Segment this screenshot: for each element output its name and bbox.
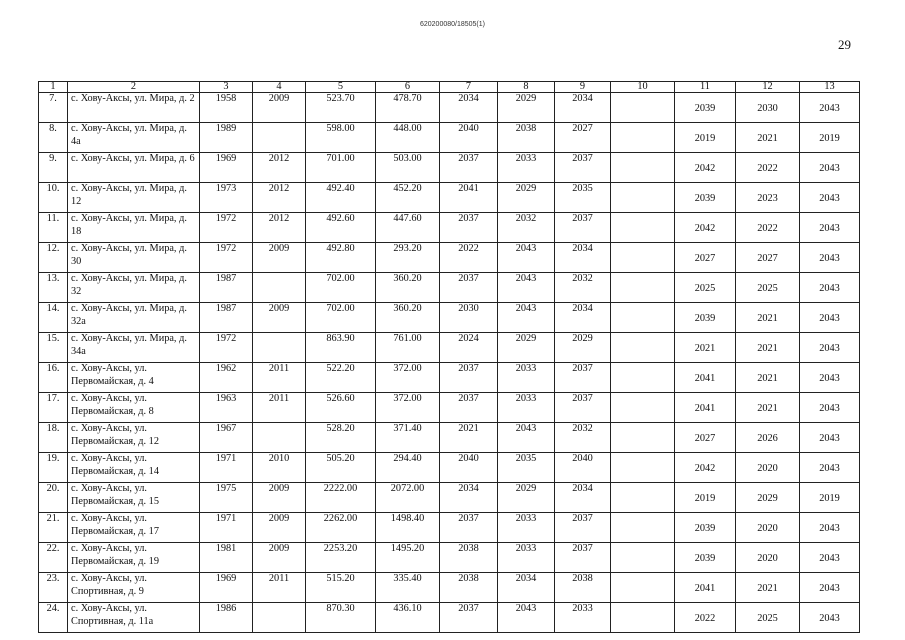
cell-col-8: 2033 [498,513,555,543]
cell-col-13: 2043 [800,393,860,423]
cell-address: с. Хову-Аксы, ул. Первомайская, д. 4 [68,363,200,393]
cell-total-area: 863.90 [306,333,376,363]
cell-build-year: 1981 [200,543,253,573]
cell-col-9: 2035 [555,183,611,213]
cell-col-11: 2022 [675,603,736,633]
cell-col-8: 2029 [498,333,555,363]
cell-col-13: 2043 [800,153,860,183]
cell-build-year: 1969 [200,153,253,183]
cell-address: с. Хову-Аксы, ул. Мира, д. 12 [68,183,200,213]
cell-col-7: 2040 [440,453,498,483]
cell-row-number: 24. [39,603,68,633]
column-header-1: 1 [39,82,68,93]
cell-renovation-year: 2009 [253,483,306,513]
cell-address: с. Хову-Аксы, ул. Мира, д. 32 [68,273,200,303]
cell-living-area: 294.40 [376,453,440,483]
cell-renovation-year: 2009 [253,303,306,333]
cell-build-year: 1963 [200,393,253,423]
cell-col-12: 2022 [736,213,800,243]
cell-address: с. Хову-Аксы, ул. Мира, д. 34а [68,333,200,363]
cell-total-area: 523.70 [306,93,376,123]
table-row [39,333,860,363]
column-header-9: 9 [555,82,611,93]
cell-renovation-year: 2012 [253,183,306,213]
cell-col-9: 2037 [555,393,611,423]
cell-col-9: 2032 [555,423,611,453]
cell-col-12: 2021 [736,333,800,363]
cell-col-10 [611,243,675,273]
cell-col-7: 2030 [440,303,498,333]
column-header-6: 6 [376,82,440,93]
cell-col-7: 2038 [440,573,498,603]
cell-col-7: 2034 [440,483,498,513]
cell-col-9: 2027 [555,123,611,153]
cell-col-8: 2029 [498,183,555,213]
cell-col-10 [611,513,675,543]
cell-col-12: 2027 [736,243,800,273]
housing-register-table [38,81,860,633]
cell-col-7: 2038 [440,543,498,573]
cell-address: с. Хову-Аксы, ул. Первомайская, д. 8 [68,393,200,423]
table-row [39,183,860,213]
cell-col-11: 2042 [675,213,736,243]
cell-col-8: 2029 [498,93,555,123]
cell-col-10 [611,183,675,213]
cell-col-12: 2023 [736,183,800,213]
cell-col-12: 2020 [736,513,800,543]
table-row [39,453,860,483]
cell-renovation-year [253,123,306,153]
cell-col-8: 2033 [498,393,555,423]
cell-living-area: 503.00 [376,153,440,183]
cell-col-7: 2034 [440,93,498,123]
cell-col-8: 2034 [498,573,555,603]
cell-col-11: 2021 [675,333,736,363]
cell-col-8: 2043 [498,423,555,453]
cell-col-10 [611,543,675,573]
cell-address: с. Хову-Аксы, ул. Мира, д. 4а [68,123,200,153]
cell-col-13: 2043 [800,213,860,243]
cell-total-area: 522.20 [306,363,376,393]
cell-living-area: 360.20 [376,273,440,303]
cell-build-year: 1962 [200,363,253,393]
cell-build-year: 1971 [200,453,253,483]
column-header-4: 4 [253,82,306,93]
cell-renovation-year: 2011 [253,393,306,423]
cell-col-12: 2026 [736,423,800,453]
cell-col-9: 2034 [555,483,611,513]
cell-col-13: 2043 [800,453,860,483]
cell-col-8: 2043 [498,603,555,633]
cell-col-13: 2043 [800,423,860,453]
cell-col-11: 2039 [675,183,736,213]
cell-total-area: 492.40 [306,183,376,213]
cell-col-13: 2019 [800,483,860,513]
cell-living-area: 371.40 [376,423,440,453]
table-row [39,363,860,393]
cell-row-number: 7. [39,93,68,123]
cell-col-13: 2043 [800,273,860,303]
cell-row-number: 19. [39,453,68,483]
cell-col-10 [611,363,675,393]
cell-row-number: 12. [39,243,68,273]
cell-total-area: 701.00 [306,153,376,183]
cell-row-number: 15. [39,333,68,363]
cell-col-7: 2021 [440,423,498,453]
cell-col-13: 2019 [800,123,860,153]
cell-build-year: 1971 [200,513,253,543]
cell-col-13: 2043 [800,573,860,603]
cell-row-number: 16. [39,363,68,393]
table-row [39,123,860,153]
cell-build-year: 1972 [200,333,253,363]
cell-address: с. Хову-Аксы, ул. Спортивная, д. 11а [68,603,200,633]
cell-col-11: 2027 [675,423,736,453]
cell-col-7: 2022 [440,243,498,273]
cell-col-13: 2043 [800,183,860,213]
cell-total-area: 702.00 [306,303,376,333]
table-row [39,243,860,273]
cell-address: с. Хову-Аксы, ул. Первомайская, д. 17 [68,513,200,543]
cell-row-number: 9. [39,153,68,183]
cell-col-12: 2021 [736,303,800,333]
cell-build-year: 1967 [200,423,253,453]
cell-col-10 [611,483,675,513]
cell-living-area: 372.00 [376,363,440,393]
cell-col-11: 2039 [675,513,736,543]
table-row [39,513,860,543]
cell-col-12: 2021 [736,363,800,393]
cell-build-year: 1972 [200,213,253,243]
cell-col-9: 2037 [555,153,611,183]
cell-col-13: 2043 [800,363,860,393]
cell-col-13: 2043 [800,333,860,363]
cell-row-number: 8. [39,123,68,153]
cell-build-year: 1987 [200,273,253,303]
cell-col-11: 2039 [675,93,736,123]
cell-address: с. Хову-Аксы, ул. Мира, д. 2 [68,93,200,123]
cell-col-7: 2024 [440,333,498,363]
column-header-10: 10 [611,82,675,93]
table-row [39,423,860,453]
cell-col-9: 2037 [555,513,611,543]
cell-address: с. Хову-Аксы, ул. Первомайская, д. 12 [68,423,200,453]
cell-col-11: 2039 [675,303,736,333]
cell-total-area: 870.30 [306,603,376,633]
cell-col-8: 2043 [498,303,555,333]
column-header-11: 11 [675,82,736,93]
cell-total-area: 702.00 [306,273,376,303]
page-number: 29 [838,37,851,52]
cell-living-area: 448.00 [376,123,440,153]
cell-living-area: 1498.40 [376,513,440,543]
cell-col-13: 2043 [800,603,860,633]
cell-build-year: 1958 [200,93,253,123]
cell-col-12: 2021 [736,123,800,153]
cell-col-10 [611,453,675,483]
cell-row-number: 20. [39,483,68,513]
cell-col-7: 2040 [440,123,498,153]
cell-living-area: 335.40 [376,573,440,603]
cell-build-year: 1989 [200,123,253,153]
table-row [39,273,860,303]
cell-col-13: 2043 [800,513,860,543]
cell-col-10 [611,333,675,363]
cell-col-8: 2038 [498,123,555,153]
cell-total-area: 2262.00 [306,513,376,543]
cell-col-10 [611,603,675,633]
cell-col-12: 2021 [736,393,800,423]
column-header-12: 12 [736,82,800,93]
cell-col-10 [611,93,675,123]
table-row [39,483,860,513]
cell-col-11: 2039 [675,543,736,573]
cell-col-9: 2037 [555,213,611,243]
cell-col-12: 2021 [736,573,800,603]
cell-col-9: 2034 [555,243,611,273]
cell-living-area: 293.20 [376,243,440,273]
cell-total-area: 515.20 [306,573,376,603]
cell-row-number: 18. [39,423,68,453]
cell-col-8: 2033 [498,153,555,183]
cell-build-year: 1987 [200,303,253,333]
table-row [39,603,860,633]
cell-total-area: 528.20 [306,423,376,453]
cell-living-area: 436.10 [376,603,440,633]
cell-col-8: 2043 [498,273,555,303]
cell-col-13: 2043 [800,303,860,333]
cell-col-11: 2042 [675,153,736,183]
cell-col-11: 2025 [675,273,736,303]
cell-col-7: 2041 [440,183,498,213]
column-header-7: 7 [440,82,498,93]
cell-col-9: 2029 [555,333,611,363]
cell-living-area: 1495.20 [376,543,440,573]
cell-col-8: 2033 [498,543,555,573]
cell-col-11: 2019 [675,123,736,153]
table-row [39,543,860,573]
table-row [39,573,860,603]
cell-address: с. Хову-Аксы, ул. Спортивная, д. 9 [68,573,200,603]
cell-address: с. Хову-Аксы, ул. Мира, д. 6 [68,153,200,183]
column-header-3: 3 [200,82,253,93]
table-header-row [39,82,860,93]
cell-build-year: 1973 [200,183,253,213]
cell-col-9: 2038 [555,573,611,603]
cell-col-9: 2037 [555,363,611,393]
cell-address: с. Хову-Аксы, ул. Мира, д. 30 [68,243,200,273]
cell-col-12: 2025 [736,603,800,633]
cell-renovation-year: 2010 [253,453,306,483]
cell-renovation-year: 2012 [253,153,306,183]
cell-col-11: 2042 [675,453,736,483]
cell-col-10 [611,573,675,603]
cell-col-9: 2033 [555,603,611,633]
cell-row-number: 13. [39,273,68,303]
cell-row-number: 23. [39,573,68,603]
cell-living-area: 372.00 [376,393,440,423]
cell-col-12: 2029 [736,483,800,513]
cell-build-year: 1969 [200,573,253,603]
cell-col-10 [611,153,675,183]
cell-renovation-year [253,333,306,363]
cell-total-area: 598.00 [306,123,376,153]
cell-build-year: 1972 [200,243,253,273]
cell-total-area: 526.60 [306,393,376,423]
cell-col-8: 2029 [498,483,555,513]
cell-col-8: 2035 [498,453,555,483]
table-row [39,213,860,243]
cell-col-13: 2043 [800,93,860,123]
cell-living-area: 478.70 [376,93,440,123]
column-header-5: 5 [306,82,376,93]
cell-col-12: 2020 [736,453,800,483]
cell-col-7: 2037 [440,363,498,393]
cell-col-11: 2041 [675,573,736,603]
cell-living-area: 2072.00 [376,483,440,513]
cell-col-10 [611,123,675,153]
document-id: 620200080/18505(1) [419,21,485,28]
cell-address: с. Хову-Аксы, ул. Первомайская, д. 19 [68,543,200,573]
cell-col-7: 2037 [440,603,498,633]
table-row [39,393,860,423]
table-row [39,303,860,333]
cell-renovation-year: 2011 [253,573,306,603]
cell-col-12: 2030 [736,93,800,123]
cell-col-9: 2037 [555,543,611,573]
cell-row-number: 17. [39,393,68,423]
cell-renovation-year: 2009 [253,513,306,543]
cell-col-9: 2040 [555,453,611,483]
cell-row-number: 10. [39,183,68,213]
cell-col-12: 2025 [736,273,800,303]
cell-col-11: 2041 [675,363,736,393]
cell-renovation-year: 2012 [253,213,306,243]
cell-renovation-year: 2009 [253,93,306,123]
cell-renovation-year: 2009 [253,243,306,273]
cell-col-13: 2043 [800,243,860,273]
cell-living-area: 360.20 [376,303,440,333]
cell-col-13: 2043 [800,543,860,573]
cell-build-year: 1986 [200,603,253,633]
column-header-13: 13 [800,82,860,93]
cell-address: с. Хову-Аксы, ул. Первомайская, д. 15 [68,483,200,513]
cell-col-11: 2027 [675,243,736,273]
table-row [39,93,860,123]
cell-col-10 [611,213,675,243]
cell-renovation-year: 2009 [253,543,306,573]
cell-col-8: 2043 [498,243,555,273]
cell-col-12: 2022 [736,153,800,183]
cell-col-7: 2037 [440,393,498,423]
cell-row-number: 21. [39,513,68,543]
cell-address: с. Хову-Аксы, ул. Мира, д. 18 [68,213,200,243]
cell-col-10 [611,303,675,333]
cell-col-7: 2037 [440,273,498,303]
cell-living-area: 447.60 [376,213,440,243]
cell-col-9: 2032 [555,273,611,303]
cell-total-area: 2253.20 [306,543,376,573]
cell-col-12: 2020 [736,543,800,573]
cell-total-area: 492.80 [306,243,376,273]
cell-total-area: 505.20 [306,453,376,483]
cell-row-number: 14. [39,303,68,333]
cell-total-area: 2222.00 [306,483,376,513]
cell-build-year: 1975 [200,483,253,513]
column-header-8: 8 [498,82,555,93]
cell-col-9: 2034 [555,303,611,333]
cell-row-number: 22. [39,543,68,573]
cell-col-7: 2037 [440,213,498,243]
cell-row-number: 11. [39,213,68,243]
cell-col-10 [611,273,675,303]
table-row [39,153,860,183]
cell-col-8: 2033 [498,363,555,393]
cell-col-8: 2032 [498,213,555,243]
cell-col-10 [611,423,675,453]
cell-renovation-year: 2011 [253,363,306,393]
cell-col-7: 2037 [440,513,498,543]
cell-col-7: 2037 [440,153,498,183]
cell-renovation-year [253,603,306,633]
cell-living-area: 761.00 [376,333,440,363]
cell-col-10 [611,393,675,423]
cell-col-11: 2041 [675,393,736,423]
cell-living-area: 452.20 [376,183,440,213]
cell-renovation-year [253,423,306,453]
cell-renovation-year [253,273,306,303]
cell-col-11: 2019 [675,483,736,513]
cell-address: с. Хову-Аксы, ул. Первомайская, д. 14 [68,453,200,483]
cell-address: с. Хову-Аксы, ул. Мира, д. 32а [68,303,200,333]
cell-total-area: 492.60 [306,213,376,243]
column-header-2: 2 [68,82,200,93]
cell-col-9: 2034 [555,93,611,123]
